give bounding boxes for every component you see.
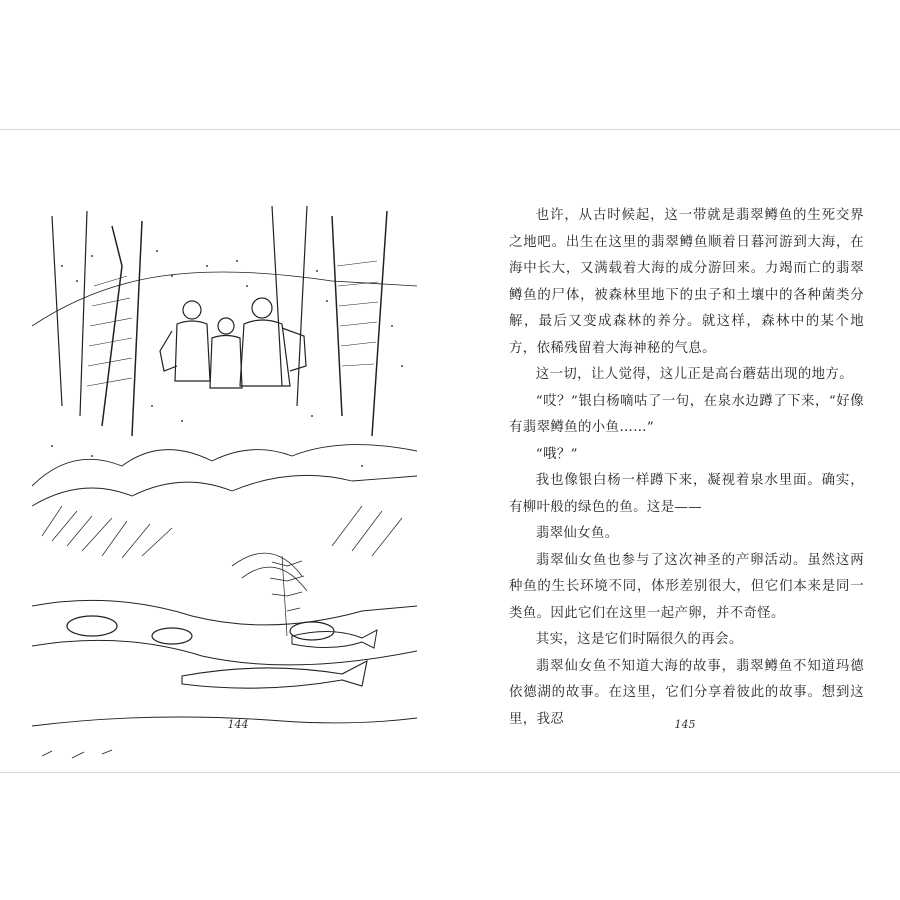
right-page [450, 130, 900, 772]
paragraph: 翡翠仙女鱼也参与了这次神圣的产卵活动。虽然这两种鱼的生长环境不同，体形差别很大，但它们本来是同一类鱼。因此它们在这里一起产卵，并不奇怪。 [509, 552, 864, 621]
paragraph: 也许，从古时候起，这一带就是翡翠鳟鱼的生死交界之地吧。出生在这里的翡翠鳟鱼顺着日暮河游到大海，在海中长大，又满载着大海的成分游回来。力竭而亡的翡翠鳟鱼的尸体，被森林里地下的虫子和土壤中的各种菌类分解，最后又变成森林的养分。就这样，森林中的某个地方，依稀残留着大海神秘的气息。 [509, 208, 864, 356]
paragraph: 翡翠仙女鱼。 [535, 526, 619, 541]
page-number-left: 144 [227, 718, 249, 731]
paragraph: “哎？”银白杨嘀咕了一句，在泉水边蹲了下来，“好像有翡翠鳟鱼的小鱼……” [509, 393, 864, 435]
paragraph: 其实，这是它们时隔很久的再会。 [535, 632, 743, 647]
paragraph: “哦？” [535, 446, 578, 462]
paragraph: 翡翠仙女鱼不知道大海的故事，翡翠鳟鱼不知道玛德依德湖的故事。在这里，它们分享着彼此的故事。想到这里，我忍 [509, 658, 864, 727]
paragraph: 这一切，让人觉得，这儿正是高台蘑菇出现的地方。 [535, 367, 853, 382]
paragraph: 我也像银白杨一样蹲下来，凝视着泉水里面。确实，有柳叶般的绿色的鱼。这是—— [509, 473, 864, 515]
book-spread [0, 129, 900, 773]
page-number-right: 145 [674, 718, 696, 731]
left-page [0, 130, 450, 772]
body-text [509, 203, 864, 733]
